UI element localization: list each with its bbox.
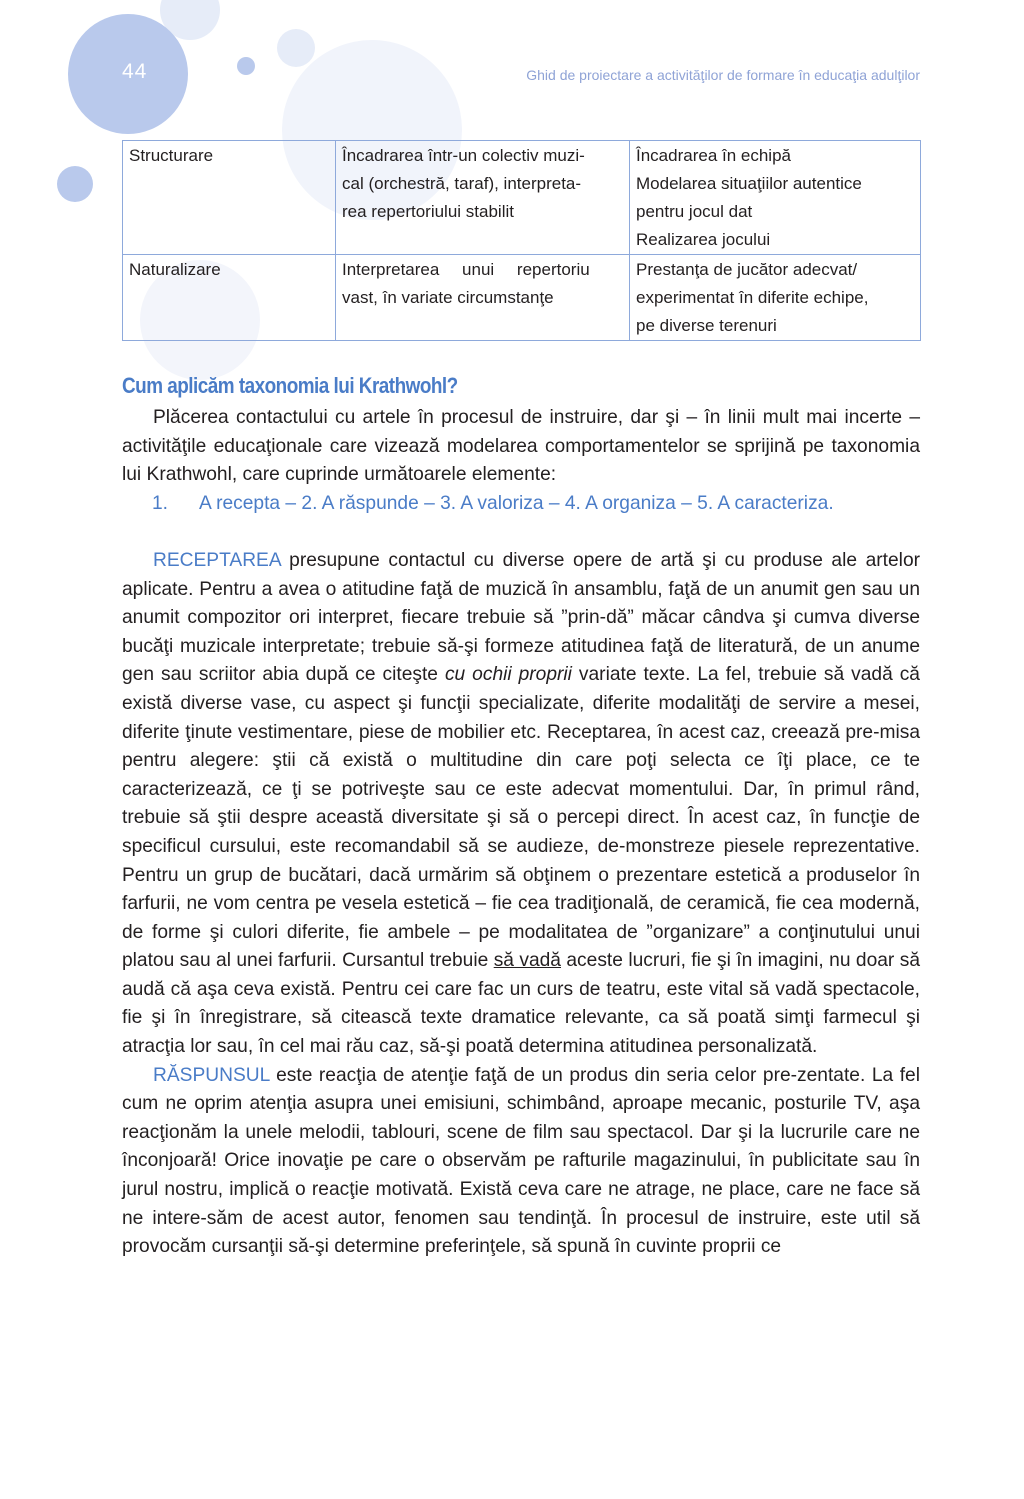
page-number: 44: [122, 60, 148, 83]
term-raspunsul: RĂSPUNSUL: [153, 1064, 270, 1086]
table-cell-level: Structurare: [123, 141, 336, 255]
cell-line: Modelarea situaţiilor autentice: [636, 174, 862, 193]
table-row: [123, 255, 921, 341]
table-cell-sport: [630, 255, 921, 341]
table-cell-sport: [630, 141, 921, 255]
paragraph-text: variate texte. La fel, trebuie să vadă că există diverse vase, cu aspect şi funcţii specializate, diferite modalităţi de servire a mesei, diferite ţinute vestimentare, piese de mobilier etc. Receptarea, în acest caz, creează pre-misa pentru alegere: ştii că există o multitudine din care poţi selecta ce îţi place, ce te caracterizează, ce ţi se potriveşte sau ce este adecvat momentului. Dar, în primul rând, trebuie să ştii despre această diversitate şi să o percepi direct. În acest caz, în funcţie de specificul cursului, este recomandabil să se audieze, de-monstreze piesele reprezentative. Pentru un grup de bucătari, dacă urmărim să obţinem o prezentare estetică a produselor în farfurii, ne vom centra pe vesela estetică – fie cea tradiţională, de ceramică, fie cea modernă, de forme şi culori diferite, fie ambele – pe modalitatea de ”organizare” a conţinutului unui platou sau al unei farfurii. Cursantul trebuie: [122, 664, 920, 972]
cell-line: Interpretarea unui repertoriu: [342, 260, 590, 279]
list-text: A recepta – 2. A răspunde – 3. A valoriza – 4. A organiza – 5. A caracteriza.: [199, 492, 834, 514]
cell-line: Realizarea jocului: [636, 230, 771, 249]
cell-line: pentru jocul dat: [636, 202, 753, 221]
cell-line: rea repertoriului stabilit: [342, 202, 514, 221]
body-text: [122, 404, 920, 1262]
table-cell-music: [336, 141, 630, 255]
taxonomy-table: [122, 140, 921, 341]
cell-line: experimentat în diferite echipe,: [636, 288, 869, 307]
intro-paragraph: Plăcerea contactului cu artele în procesul de instruire, dar şi – în linii mult mai incerte – activităţile educaţionale care vizează modelarea comportamentelor se sprijină pe taxonomia lui Krathwohl, care cuprinde următoarele elemente:: [122, 407, 920, 486]
paragraph-text: este reacţia de atenţie faţă de un produs din seria celor pre-zentate. La fel cum ne oprim atenţia asupra unei emisiuni, schimbând, aproape mecanic, posturile TV, aşa reacţionăm la unele melodii, tablouri, scene de film sau spectacol. Dar şi la lucrurile care ne înconjoară! Orice inovaţie pe care o observăm pe rafturile magazinului, în publicitate sau în jurul nostru, implică o reacţie motivată. Există ceva care ne atrage, ne place, care ne face să ne intere-săm de acest autor, fenomen sau tendinţă. În procesul de instruire, este util să provocăm cursanţii să-şi determine preferinţele, să spună în cuvinte proprii ce: [122, 1064, 920, 1258]
term-receptarea: RECEPTAREA: [153, 549, 281, 571]
cell-line: Încadrarea în echipă: [636, 146, 791, 165]
cell-line: vast, în variate circumstanţe: [342, 288, 554, 307]
italic-phrase: cu ochii proprii: [444, 664, 572, 686]
decorative-bubble-dot: [237, 57, 255, 75]
list-number: 1.: [152, 492, 169, 514]
cell-line: pe diverse terenuri: [636, 316, 777, 335]
table-row: [123, 141, 921, 255]
table-cell-music: [336, 255, 630, 341]
cell-line: Prestanţa de jucător adecvat/: [636, 260, 858, 279]
paragraph-text: aceste lucruri, fie şi în imagini, nu doar să audă că aşa ceva există. Pentru cei care fac un curs de teatru, este vital să vadă spectacole, fie şi în înregistrare, să citească texte dramatice relevante, ca să poată simţi farmecul şi atracţia lor sau, în cel mai rău caz, să-şi poată determina atitudinea personalizată.: [122, 950, 920, 1058]
underlined-phrase: să vadă: [493, 950, 561, 972]
running-title: Ghid de proiectare a activităţilor de formare în educaţia adulţilor: [526, 67, 920, 83]
cell-line: Încadrarea într-un colectiv muzi-: [342, 146, 585, 165]
section-heading: Cum aplicăm taxonomia lui Krathwohl?: [122, 373, 458, 398]
receptarea-paragraph: [122, 547, 920, 1062]
decorative-bubble-left: [57, 166, 93, 202]
cell-line: cal (orchestră, taraf), interpreta-: [342, 174, 582, 193]
paragraph-spacer: [122, 518, 920, 547]
decorative-bubble-small: [277, 29, 315, 67]
raspunsul-paragraph: [122, 1062, 920, 1262]
table-cell-level: Naturalizare: [123, 255, 336, 341]
list-item: [122, 490, 920, 519]
paragraph-text: presupune contactul cu diverse opere de artă şi cu produse ale artelor aplicate. Pentru a avea o atitudine faţă de muzică în ansamblu, faţă de un anumit gen sau un anumit compozitor ori interpret, fiecare trebuie să ”prin-dă” măcar cândva şi cumva diverse bucăţi muzicale interpretate; trebuie să-şi formeze atitudinea faţă de literatură, de un anume gen sau scriitor abia după ce citeşte: [122, 549, 920, 686]
